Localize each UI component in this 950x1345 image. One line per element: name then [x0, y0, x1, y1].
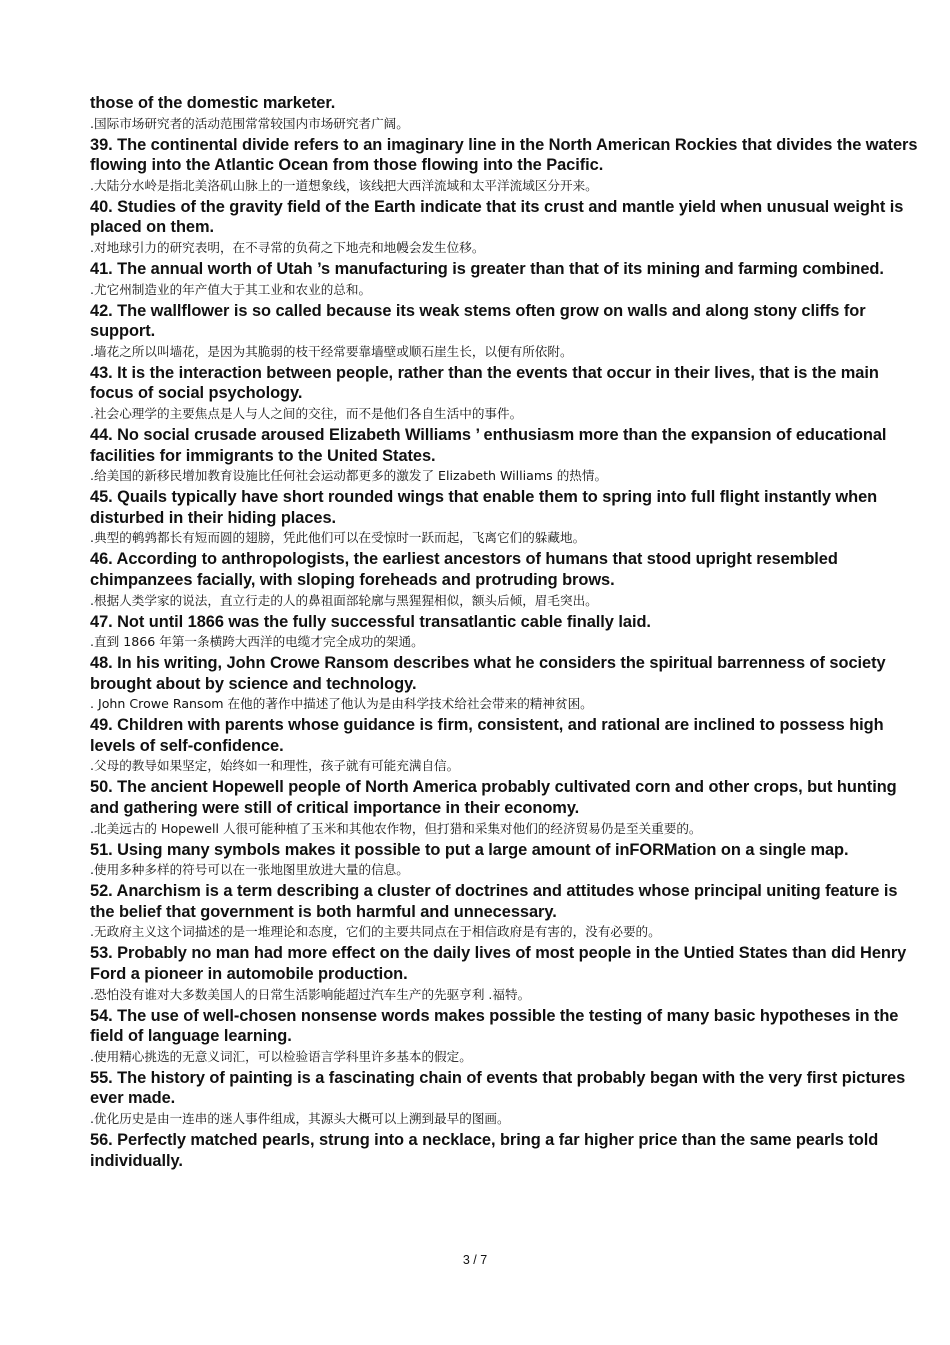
sentence-english: 48. In his writing, John Crowe Ransom describes what he considers the spiritual barrenness of society brought about by science and technology. — [90, 654, 886, 693]
sentence-english: 43. It is the interaction between people, rather than the events that occur in their lives, that is the main focus of social psychology. — [90, 363, 879, 403]
sentence-chinese: .根据人类学家的说法，直立行走的人的鼻祖面部轮廓与黑猩猩相似，额头后倾，眉毛突出。 — [90, 592, 598, 608]
page-number: 3 / 7 — [462, 1253, 488, 1267]
sentence-53 — [90, 943, 920, 1004]
sentence-chinese: .恐怕没有谁对大多数美国人的日常生活影响能超过汽车生产的先驱亨利 .福特。 — [90, 986, 531, 1002]
sentence-39 — [90, 135, 920, 196]
sentence-chinese: .北美远古的 Hopewell 人很可能种植了玉米和其他农作物，但打猎和采集对他们的经济贸易仍是至关重要的。 — [90, 820, 702, 836]
sentence-45 — [90, 487, 920, 548]
sentence-49 — [90, 715, 920, 776]
sentence-chinese: .大陆分水岭是指北美洛矶山脉上的一道想象线，该线把大西洋流域和太平洋流域区分开来。 — [90, 177, 598, 193]
sentence-english: 45. Quails typically have short rounded wings that enable them to spring into full flight instantly when disturbed in their hiding places. — [90, 488, 878, 527]
sentence-english: 55. The history of painting is a fascinating chain of events that probably began with the very first pictures ever made. — [90, 1068, 906, 1108]
sentence-55 — [90, 1068, 920, 1129]
sentence-english: 44. No social crusade aroused Elizabeth Williams ’ enthusiasm more than the expansion of educational facilities for immigrants to the United States. — [90, 425, 887, 465]
sentence-50 — [90, 777, 920, 838]
sentence-47 — [90, 612, 920, 653]
sentence-chinese: .给美国的新移民增加教育设施比任何社会运动都更多的激发了 Elizabeth Williams 的热情。 — [90, 468, 608, 484]
intro-chinese: .国际市场研究者的活动范围常常较国内市场研究者广阔。 — [90, 115, 409, 131]
sentence-english: 41. The annual worth of Utah ’s manufacturing is greater than that of its mining and farming combined. — [90, 259, 884, 278]
sentence-english: 54. The use of well-chosen nonsense words makes possible the testing of many basic hypotheses in the field of language learning. — [90, 1006, 899, 1046]
sentence-english: 49. Children with parents whose guidance is firm, consistent, and rational are inclined to possess high levels of self-confidence. — [90, 716, 884, 755]
document-body — [90, 93, 920, 1171]
sentence-chinese: .无政府主义这个词描述的是一堆理论和态度，它们的主要共同点在于相信政府是有害的，没有必要的。 — [90, 924, 661, 940]
sentence-56 — [90, 1130, 920, 1171]
sentence-54 — [90, 1006, 920, 1067]
sentence-43 — [90, 363, 920, 424]
sentence-chinese: .直到 1866 年第一条横跨大西洋的电缆才完全成功的架通。 — [90, 634, 424, 650]
sentence-english: 51. Using many symbols makes it possible to put a large amount of inFORMation on a single map. — [90, 840, 849, 859]
sentence-51 — [90, 840, 920, 881]
sentence-english: 39. The continental divide refers to an imaginary line in the North American Rockies that divides the waters flowing into the Atlantic Ocean from those flowing into the Pacific. — [90, 135, 918, 175]
sentence-chinese: .墙花之所以叫墙花，是因为其脆弱的枝干经常要靠墙壁或顺石崖生长，以便有所依附。 — [90, 343, 573, 359]
sentence-english: 46. According to anthropologists, the earliest ancestors of humans that stood upright resembled chimpanzees facially, with sloping foreheads and protruding brows. — [90, 550, 838, 589]
sentence-english: 53. Probably no man had more effect on the daily lives of most people in the Untied States than did Henry Ford a pioneer in automobile production. — [90, 944, 907, 984]
sentence-chinese: .尤它州制造业的年产值大于其工业和农业的总和。 — [90, 281, 372, 297]
sentence-english: 47. Not until 1866 was the fully successful transatlantic cable finally laid. — [90, 612, 651, 631]
sentence-english: 42. The wallflower is so called because its weak stems often grow on walls and along stony cliffs for support. — [90, 301, 866, 341]
sentence-chinese: .使用多种多样的符号可以在一张地图里放进大量的信息。 — [90, 862, 409, 878]
sentence-52 — [90, 881, 920, 942]
sentence-english: 52. Anarchism is a term describing a cluster of doctrines and attitudes whose principal uniting feature is the belief that government is both harmful and unnecessary. — [90, 882, 898, 921]
sentence-chinese: .优化历史是由一连串的迷人事件组成，其源头大概可以上溯到最早的图画。 — [90, 1111, 510, 1126]
sentence-chinese: . John Crowe Ransom 在他的著作中描述了他认为是由科学技术给社会带来的精神贫困。 — [90, 696, 593, 712]
sentence-chinese: .社会心理学的主要焦点是人与人之间的交往，而不是他们各自生活中的事件。 — [90, 405, 523, 421]
sentence-english: 56. Perfectly matched pearls, strung into a necklace, bring a far higher price than the same pearls told individually. — [90, 1131, 879, 1170]
sentence-44 — [90, 425, 920, 486]
sentence-48 — [90, 653, 920, 714]
sentence-english: 50. The ancient Hopewell people of North America probably cultivated corn and other crops, but hunting and gathering were still of critical importance in their economy. — [90, 778, 897, 818]
intro-english: those of the domestic marketer. — [90, 94, 336, 112]
sentence-chinese: .父母的教导如果坚定，始终如一和理性，孩子就有可能充满自信。 — [90, 758, 460, 774]
sentence-40 — [90, 197, 920, 258]
sentence-46 — [90, 549, 920, 610]
sentence-chinese: .典型的鹌鹑都长有短而圆的翅膀，凭此他们可以在受惊时一跃而起，飞离它们的躲藏地。 — [90, 530, 586, 546]
sentence-chinese: .使用精心挑选的无意义词汇，可以检验语言学科里许多基本的假定。 — [90, 1048, 472, 1064]
sentence-english: 40. Studies of the gravity field of the Earth indicate that its crust and mantle yield when unusual weight is placed on them. — [90, 197, 904, 237]
sentence-42 — [90, 301, 920, 362]
sentence-chinese: .对地球引力的研究表明，在不寻常的负荷之下地壳和地幔会发生位移。 — [90, 239, 485, 255]
sentence-41 — [90, 259, 920, 300]
